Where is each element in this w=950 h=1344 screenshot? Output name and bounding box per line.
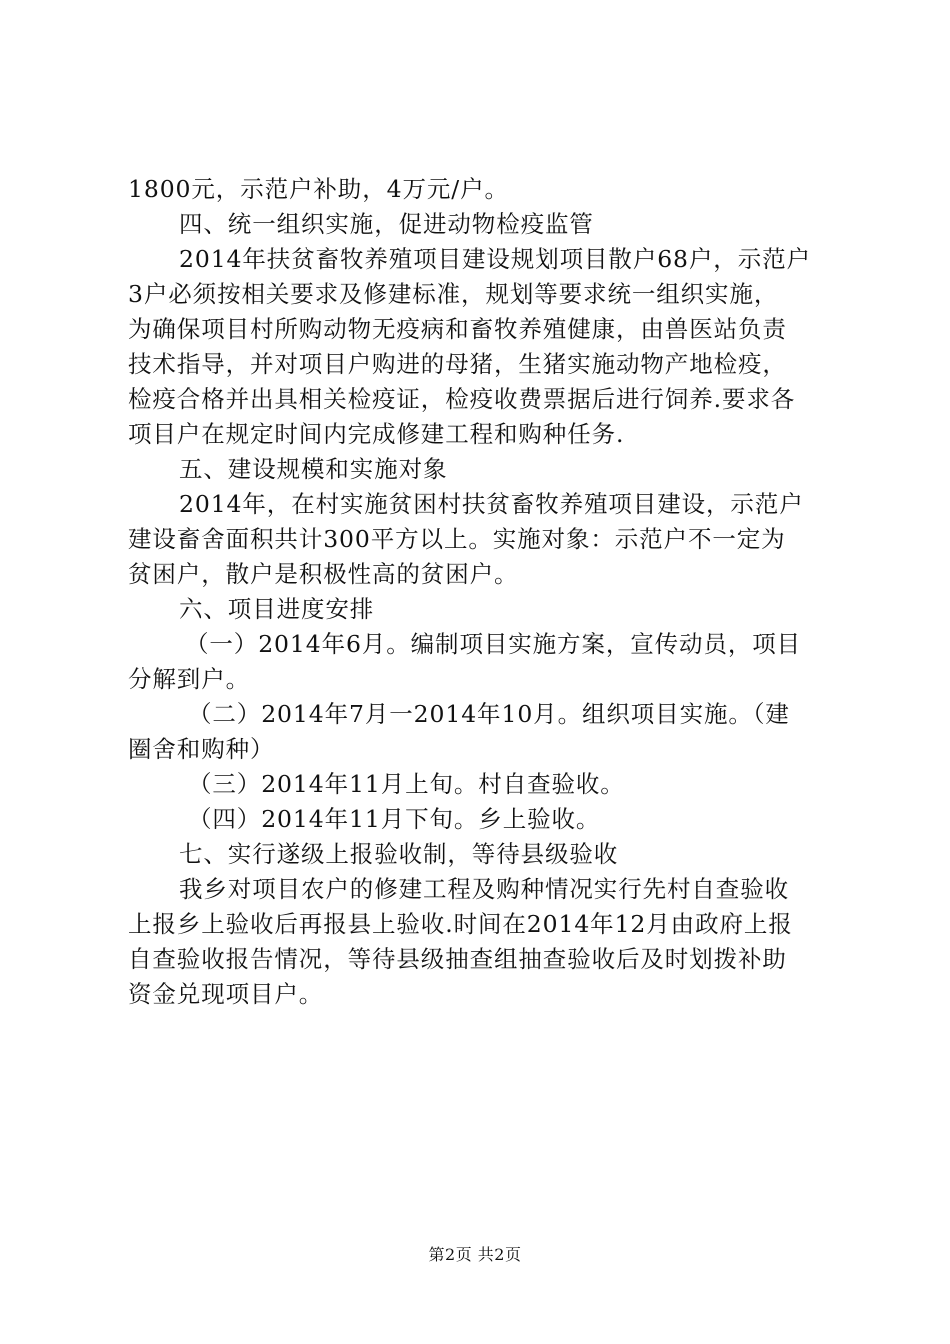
body-line: 1800元，示范户补助，4万元/户。 xyxy=(128,175,509,203)
body-line: 2014年扶贫畜牧养殖项目建设规划项目散户68户，示范户 xyxy=(179,245,811,273)
page-number-footer: 第2页 共2页 xyxy=(428,1245,522,1264)
schedule-item: （三）2014年11月上旬。村自查验收。 xyxy=(188,770,625,798)
section-heading: 六、项目进度安排 xyxy=(179,595,375,623)
section-heading: 五、建设规模和实施对象 xyxy=(179,455,448,483)
body-line: 分解到户。 xyxy=(128,665,250,693)
body-line: 上报乡上验收后再报县上验收.时间在2014年12月由政府上报 xyxy=(128,910,793,938)
section-heading: 七、实行遂级上报验收制，等待县级验收 xyxy=(179,840,619,868)
body-line: 资金兑现项目户。 xyxy=(128,980,324,1008)
schedule-item: （二）2014年7月一2014年10月。组织项目实施。（建 xyxy=(188,700,790,728)
body-line: 2014年，在村实施贫困村扶贫畜牧养殖项目建设，示范户 xyxy=(179,490,804,518)
body-line: 圈舍和购种） xyxy=(128,735,275,763)
body-line: 自查验收报告情况，等待县级抽查组抽查验收后及时划拨补助 xyxy=(128,945,787,973)
schedule-item: （一）2014年6月。编制项目实施方案，宣传动员，项目 xyxy=(185,630,802,658)
body-line: 建设畜舍面积共计300平方以上。实施对象：示范户不一定为 xyxy=(128,525,786,553)
body-line: 技术指导，并对项目户购进的母猪，生猪实施动物产地检疫， xyxy=(128,350,787,378)
body-line: 3户必须按相关要求及修建标准，规划等要求统一组织实施， xyxy=(128,280,779,308)
body-line: 项目户在规定时间内完成修建工程和购种任务. xyxy=(128,420,625,448)
body-line: 为确保项目村所购动物无疫病和畜牧养殖健康，由兽医站负责 xyxy=(128,315,787,343)
body-line: 检疫合格并出具相关检疫证，检疫收费票据后进行饲养.要求各 xyxy=(128,385,796,413)
section-heading: 四、统一组织实施，促进动物检疫监管 xyxy=(179,210,594,238)
body-line: 我乡对项目农户的修建工程及购种情况实行先村自查验收 xyxy=(179,875,789,903)
document-body xyxy=(128,172,828,1012)
schedule-item: （四）2014年11月下旬。乡上验收。 xyxy=(188,805,601,833)
body-line: 贫困户，散户是积极性高的贫困户。 xyxy=(128,560,519,588)
